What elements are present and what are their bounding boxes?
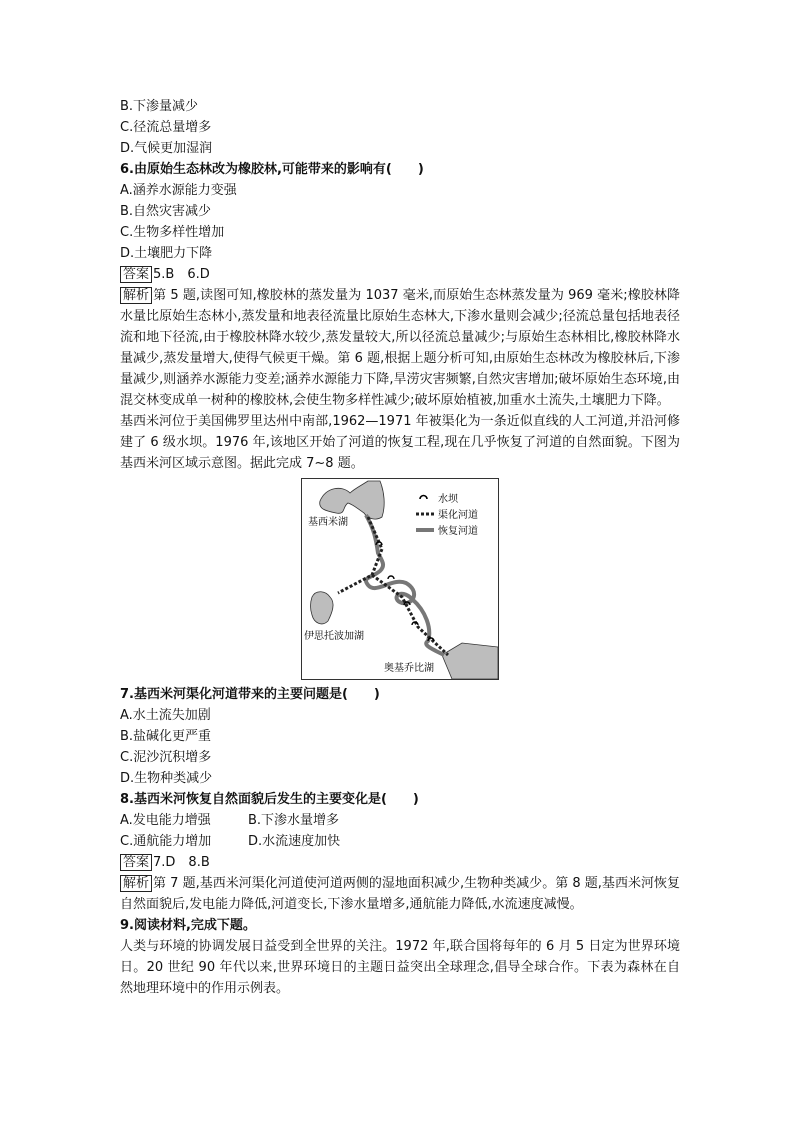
dam-markers (376, 542, 434, 641)
answer-text: 7.D 8.B (153, 855, 210, 870)
map-drawing (302, 479, 498, 679)
legend-dam-icon (420, 496, 427, 500)
kissimmee-lake-label: 基西米湖 (308, 517, 348, 528)
istokpoga-lake-label: 伊思托波加湖 (304, 631, 364, 642)
legend-channel-label: 渠化河道 (438, 510, 478, 521)
option-b: B.下渗量减少 (120, 99, 199, 114)
answer-block-1 (120, 264, 680, 285)
istokpoga-lake-shape (311, 592, 334, 624)
question-9-stem: 9.阅读材料,完成下题。 (120, 918, 256, 933)
analysis-block-1 (120, 285, 680, 411)
q8-options-row-1 (120, 810, 680, 831)
q7-option-b: B.盐碱化更严重 (120, 729, 212, 744)
q6-option-d: D.土壤肥力下降 (120, 246, 213, 261)
q6-option-b: B.自然灾害减少 (120, 204, 212, 219)
legend-dam-label: 水坝 (438, 494, 458, 505)
passage-intro: 基西米河位于美国佛罗里达州中南部,1962—1971 年被渠化为一条近似直线的人工河道,并沿河修建了 6 级水坝。1976 年,该地区开始了河道的恢复工程,现在几乎恢复了河道的自然面貌。下图为基西米河区域示意图。据此完成 7~8 题。 (120, 414, 680, 471)
kissimmee-river-map (301, 478, 499, 680)
q8-option-d: D.水流速度加快 (248, 834, 341, 849)
question-6-stem: 6.由原始生态林改为橡胶林,可能带来的影响有( ) (120, 162, 424, 177)
document-page (120, 96, 680, 999)
analysis-text: 第 7 题,基西米河渠化河道使河道两侧的湿地面积减少,生物种类减少。第 8 题,基西米河恢复自然面貌后,发电能力降低,河道变长,下渗水量增多,通航能力降低,水流速度减慢。 (120, 876, 680, 912)
q7-option-a: A.水土流失加剧 (120, 708, 211, 723)
analysis-block-2 (120, 873, 680, 915)
answer-text: 5.B 6.D (153, 267, 210, 282)
answer-label: 答案 (120, 266, 152, 283)
okeechobee-lake-label: 奥基乔比湖 (384, 663, 434, 674)
analysis-label: 解析 (120, 875, 152, 892)
question-8-stem: 8.基西米河恢复自然面貌后发生的主要变化是( ) (120, 792, 419, 807)
answer-block-2 (120, 852, 680, 873)
material-paragraph: 人类与环境的协调发展日益受到全世界的关注。1972 年,联合国将每年的 6 月 5 日定为世界环境日。20 世纪 90 年代以来,世界环境日的主题日益突出全球理念,倡导全球合作。下表为森林在自然地理环境中的作用示例表。 (120, 939, 680, 996)
answer-label: 答案 (120, 854, 152, 871)
kissimmee-lake-shape (320, 481, 384, 519)
q8-option-b: B.下渗水量增多 (248, 813, 340, 828)
q6-option-a: A.涵养水源能力变强 (120, 183, 237, 198)
analysis-label: 解析 (120, 287, 152, 304)
q7-option-d: D.生物种类减少 (120, 771, 213, 786)
q6-option-c: C.生物多样性增加 (120, 225, 225, 240)
q8-options-row-2 (120, 831, 680, 852)
question-7-stem: 7.基西米河渠化河道带来的主要问题是( ) (120, 687, 380, 702)
q8-option-a: A.发电能力增强 (120, 813, 211, 828)
option-c: C.径流总量增多 (120, 120, 212, 135)
analysis-text: 第 5 题,读图可知,橡胶林的蒸发量为 1037 毫米,而原始生态林蒸发量为 969 毫米;橡胶林降水量比原始生态林小,蒸发量和地表径流量比原始生态林大,下渗水量则会减少;径流总量包括地表径流和地下径流,由于橡胶林降水较少,蒸发量较大,所以径流总量减少;与原始生态林相比,橡胶林降水量减少,蒸发量增大,使得气候更干燥。第 6 题,根据上题分析可知,由原始生态林改为橡胶林后,下渗量减少,则涵养水源能力变差;涵养水源能力下降,旱涝灾害频繁,自然灾害增加;破坏原始生态环境,由混交林变成单一树种的橡胶林,会使生物多样性减少;破坏原始植被,加重水土流失,土壤肥力下降。 (120, 288, 680, 408)
q8-option-c: C.通航能力增加 (120, 834, 212, 849)
q7-option-c: C.泥沙沉积增多 (120, 750, 212, 765)
okeechobee-lake-shape (442, 643, 498, 679)
option-d: D.气候更加湿润 (120, 141, 213, 156)
legend-restored-label: 恢复河道 (438, 526, 478, 537)
